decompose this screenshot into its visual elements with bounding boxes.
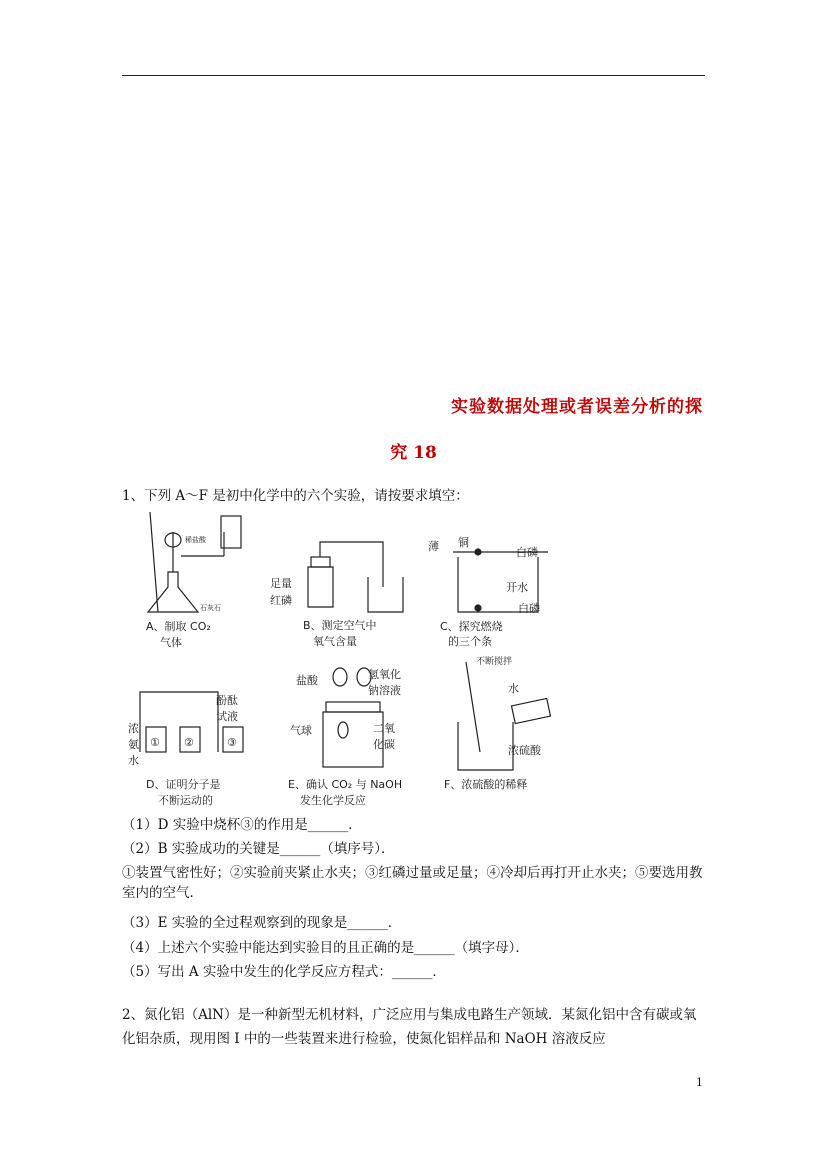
c-label-4: 开水 [506, 581, 528, 594]
b-label-2: 红磷 [270, 594, 292, 607]
d-label-4: 氨 [128, 738, 139, 751]
question-1-sub-3: （3）E 实验的全过程观察到的现象是______． [122, 915, 402, 931]
a-label-2: 石灰石 [200, 604, 221, 612]
a-caption-2: 气体 [160, 636, 182, 649]
a-caption-1: A、制取 CO₂ [146, 620, 211, 633]
f-label-2: 水 [508, 682, 519, 695]
page-number: 1 [696, 1076, 703, 1089]
b-caption-2: 氧气含量 [313, 635, 357, 648]
e-label-1: 盐酸 [296, 674, 318, 687]
question-1-sub-5: （5）写出 A 实验中发生的化学反应方程式：______． [122, 964, 446, 980]
d-label-1: 酚酞 [216, 694, 238, 707]
d-label-3: 浓 [128, 722, 139, 735]
d-label-8: ③ [227, 736, 237, 749]
b-caption-1: B、测定空气中 [303, 619, 377, 632]
d-caption-1: D、证明分子是 [146, 778, 221, 791]
question-1-sub-2-options: ①装置气密性好；②实验前夹紧止水夹；③红磷过量或足量；④冷却后再打开止水夹；⑤要选用教室内的空气． [122, 865, 703, 901]
c-caption-1: C、探究燃烧 [440, 620, 503, 633]
apparatus-b [308, 542, 403, 612]
c-label-2: 铜 [458, 536, 469, 549]
question-1-sub-1: （1）D 实验中烧杯③的作用是______． [122, 817, 362, 833]
e-caption-1: E、确认 CO₂ 与 NaOH [288, 778, 403, 791]
e-label-5: 二氧 [373, 722, 395, 735]
question-1-sub-4: （4）上述六个实验中能达到实验目的且正确的是______（填字母）． [122, 940, 529, 956]
f-label-3: 浓硫酸 [508, 744, 541, 757]
e-label-3: 钠溶液 [368, 684, 401, 697]
e-caption-2: 发生化学反应 [300, 794, 366, 807]
question-2-text: 2、氮化铝（AlN）是一种新型无机材料，广泛应用与集成电路生产领域．某氮化铝中含有碳或氧化铝杂质，现用图 I 中的一些装置来进行检验，使氮化铝样品和 NaOH 溶液反应 [122, 1007, 697, 1047]
f-caption-1: F、浓硫酸的稀释 [444, 778, 528, 791]
c-label-5: 白磷 [518, 602, 540, 615]
c-label-1: 薄 [428, 540, 439, 553]
title-line-2: 究 18 [390, 443, 437, 463]
question-1-sub-2: （2）B 实验成功的关键是______（填序号）． [122, 841, 395, 857]
d-label-6: ① [150, 736, 160, 749]
question-1-intro: 1、下列 A～F 是初中化学中的六个实验，请按要求填空： [122, 488, 469, 504]
d-label-7: ② [184, 736, 194, 749]
apparatus-a [148, 512, 241, 612]
e-label-6: 化碳 [373, 738, 395, 751]
d-label-2: 试液 [216, 710, 238, 723]
apparatus-e [323, 668, 383, 767]
title-line-1: 实验数据处理或者误差分析的探 [451, 397, 703, 417]
b-label-1: 足量 [270, 577, 292, 590]
e-label-2: 氢氧化 [368, 668, 401, 681]
header-rule [122, 75, 705, 76]
experiment-figure [128, 512, 598, 812]
c-caption-2: 的三个条 [448, 635, 492, 648]
e-label-4: 气球 [290, 724, 312, 737]
c-label-3: 白磷 [516, 546, 538, 559]
d-caption-2: 不断运动的 [158, 794, 213, 807]
d-label-5: 水 [128, 754, 139, 767]
f-label-1: 不断搅拌 [476, 657, 513, 667]
a-label-1: 稀盐酸 [185, 536, 206, 544]
